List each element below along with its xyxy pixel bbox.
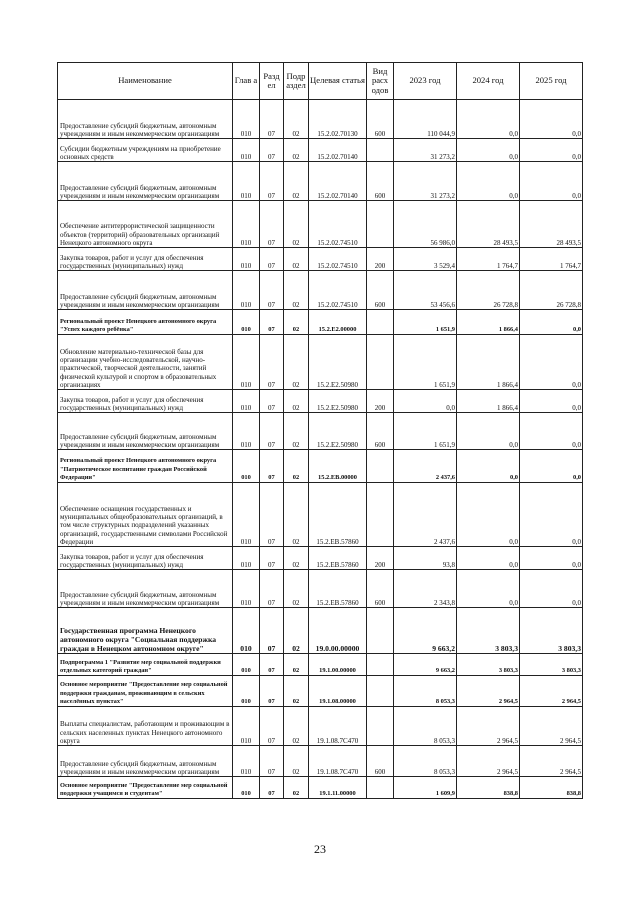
budget-table-sheet	[57, 62, 582, 799]
cell-podrazdel: 02	[284, 162, 309, 201]
cell-vid	[367, 707, 394, 746]
cell-2024: 0,0	[457, 547, 520, 570]
cell-glava: 010	[233, 707, 260, 746]
cell-2023: 8 053,3	[394, 707, 457, 746]
cell-2024: 1 764,7	[457, 248, 520, 271]
cell-name: Региональный проект Ненецкого автономного округа "Успех каждого ребёнка"	[58, 310, 233, 335]
cell-glava: 010	[233, 248, 260, 271]
table-row	[58, 570, 583, 608]
cell-name: Государственная программа Ненецкого автономного округа "Социальная поддержка граждан в Ненецком автономном округе"	[58, 608, 233, 654]
cell-2024: 0,0	[457, 413, 520, 450]
col-header-vid: Вид расх одов	[367, 63, 394, 100]
cell-target: 15.2.Е2.50980	[309, 335, 367, 390]
cell-vid	[367, 201, 394, 248]
table-row	[58, 450, 583, 483]
cell-target: 19.0.00.00000	[309, 608, 367, 654]
cell-target: 15.2.ЕВ.00000	[309, 450, 367, 483]
cell-2023: 8 053,3	[394, 746, 457, 777]
cell-2024: 0,0	[457, 483, 520, 547]
cell-2025: 2 964,5	[520, 676, 583, 707]
cell-podrazdel: 02	[284, 777, 309, 799]
cell-glava: 010	[233, 271, 260, 310]
cell-razdel: 07	[260, 570, 284, 608]
table-row	[58, 310, 583, 335]
cell-glava: 010	[233, 608, 260, 654]
cell-vid	[367, 483, 394, 547]
cell-2024: 1 866,4	[457, 335, 520, 390]
cell-vid	[367, 335, 394, 390]
table-row	[58, 335, 583, 390]
cell-glava: 010	[233, 777, 260, 799]
cell-2025: 0,0	[520, 100, 583, 139]
col-header-2023: 2023 год	[394, 63, 457, 100]
cell-2025: 2 964,5	[520, 707, 583, 746]
cell-podrazdel: 02	[284, 139, 309, 162]
cell-2024: 1 866,4	[457, 310, 520, 335]
cell-name: Основное мероприятие "Предоставление мер социальной поддержки учащимся и студентам"	[58, 777, 233, 799]
cell-2024: 838,8	[457, 777, 520, 799]
cell-2023: 110 044,9	[394, 100, 457, 139]
cell-2025: 0,0	[520, 162, 583, 201]
cell-razdel: 07	[260, 162, 284, 201]
cell-vid: 600	[367, 746, 394, 777]
cell-2025: 838,8	[520, 777, 583, 799]
table-row	[58, 201, 583, 248]
cell-podrazdel: 02	[284, 450, 309, 483]
cell-2024: 0,0	[457, 450, 520, 483]
table-row	[58, 162, 583, 201]
cell-target: 19.1.11.00000	[309, 777, 367, 799]
cell-podrazdel: 02	[284, 746, 309, 777]
cell-razdel: 07	[260, 676, 284, 707]
cell-2025: 0,0	[520, 413, 583, 450]
table-row	[58, 248, 583, 271]
cell-name: Подпрограмма 1 "Развитие мер социальной поддержки отдельных категорий граждан"	[58, 654, 233, 676]
cell-2025: 0,0	[520, 570, 583, 608]
cell-2024: 0,0	[457, 162, 520, 201]
cell-glava: 010	[233, 162, 260, 201]
cell-podrazdel: 02	[284, 201, 309, 248]
cell-razdel: 07	[260, 654, 284, 676]
cell-2025: 3 803,3	[520, 608, 583, 654]
cell-glava: 010	[233, 547, 260, 570]
cell-vid	[367, 450, 394, 483]
cell-vid: 200	[367, 547, 394, 570]
cell-razdel: 07	[260, 390, 284, 413]
cell-2025: 0,0	[520, 483, 583, 547]
cell-glava: 010	[233, 310, 260, 335]
cell-2023: 1 651,9	[394, 413, 457, 450]
cell-2024: 3 803,3	[457, 608, 520, 654]
cell-razdel: 07	[260, 310, 284, 335]
cell-2025: 3 803,3	[520, 654, 583, 676]
cell-2023: 2 437,6	[394, 450, 457, 483]
cell-target: 15.2.02.70140	[309, 162, 367, 201]
cell-glava: 010	[233, 483, 260, 547]
cell-target: 15.2.02.74510	[309, 271, 367, 310]
cell-vid	[367, 608, 394, 654]
cell-2025: 0,0	[520, 310, 583, 335]
col-header-2025: 2025 год	[520, 63, 583, 100]
cell-glava: 010	[233, 413, 260, 450]
cell-glava: 010	[233, 335, 260, 390]
cell-glava: 010	[233, 201, 260, 248]
cell-target: 19.1.00.00000	[309, 654, 367, 676]
col-header-podrazdel: Подр аздел	[284, 63, 309, 100]
cell-podrazdel: 02	[284, 707, 309, 746]
cell-2023: 9 663,2	[394, 608, 457, 654]
cell-2023: 1 651,9	[394, 335, 457, 390]
cell-vid: 200	[367, 248, 394, 271]
cell-name: Предоставление субсидий бюджетным, автономным учреждениям и иным некоммерческим организациям	[58, 413, 233, 450]
cell-2023: 56 986,0	[394, 201, 457, 248]
cell-2024: 2 964,5	[457, 746, 520, 777]
cell-name: Обеспечение антитеррористической защищенности объектов (территорий) образовательных организаций Ненецкого автономного округа	[58, 201, 233, 248]
table-row	[58, 707, 583, 746]
cell-2025: 26 728,8	[520, 271, 583, 310]
cell-2025: 1 764,7	[520, 248, 583, 271]
cell-target: 15.2.Е2.00000	[309, 310, 367, 335]
cell-2025: 0,0	[520, 390, 583, 413]
cell-2023: 3 529,4	[394, 248, 457, 271]
cell-2023: 0,0	[394, 390, 457, 413]
cell-glava: 010	[233, 450, 260, 483]
cell-target: 15.2.02.70140	[309, 139, 367, 162]
table-row	[58, 676, 583, 707]
cell-target: 15.2.02.70130	[309, 100, 367, 139]
cell-razdel: 07	[260, 100, 284, 139]
cell-target: 19.1.08.7С470	[309, 707, 367, 746]
cell-vid: 200	[367, 390, 394, 413]
cell-2023: 93,8	[394, 547, 457, 570]
cell-2024: 28 493,5	[457, 201, 520, 248]
cell-name: Закупка товаров, работ и услуг для обеспечения государственных (муниципальных) нужд	[58, 547, 233, 570]
budget-table	[57, 62, 583, 799]
cell-podrazdel: 02	[284, 248, 309, 271]
cell-2023: 1 609,9	[394, 777, 457, 799]
cell-vid: 600	[367, 162, 394, 201]
cell-razdel: 07	[260, 483, 284, 547]
cell-2025: 28 493,5	[520, 201, 583, 248]
cell-2025: 0,0	[520, 450, 583, 483]
cell-razdel: 07	[260, 139, 284, 162]
cell-podrazdel: 02	[284, 271, 309, 310]
cell-podrazdel: 02	[284, 335, 309, 390]
cell-razdel: 07	[260, 707, 284, 746]
cell-name: Предоставление субсидий бюджетным, автономным учреждениям и иным некоммерческим организациям	[58, 162, 233, 201]
table-row	[58, 413, 583, 450]
cell-podrazdel: 02	[284, 654, 309, 676]
cell-podrazdel: 02	[284, 570, 309, 608]
cell-razdel: 07	[260, 608, 284, 654]
table-row	[58, 777, 583, 799]
cell-2024: 26 728,8	[457, 271, 520, 310]
cell-glava: 010	[233, 676, 260, 707]
cell-vid: 600	[367, 570, 394, 608]
cell-name: Предоставление субсидий бюджетным, автономным учреждениям и иным некоммерческим организациям	[58, 271, 233, 310]
cell-podrazdel: 02	[284, 100, 309, 139]
cell-2023: 1 651,9	[394, 310, 457, 335]
table-header-row	[58, 63, 583, 100]
cell-name: Предоставление субсидий бюджетным, автономным учреждениям и иным некоммерческим организациям	[58, 100, 233, 139]
table-row	[58, 483, 583, 547]
cell-podrazdel: 02	[284, 390, 309, 413]
table-row	[58, 139, 583, 162]
table-row	[58, 654, 583, 676]
cell-2023: 31 273,2	[394, 139, 457, 162]
table-row	[58, 100, 583, 139]
cell-vid: 600	[367, 413, 394, 450]
cell-podrazdel: 02	[284, 547, 309, 570]
cell-name: Предоставление субсидий бюджетным, автономным учреждениям и иным некоммерческим организациям	[58, 570, 233, 608]
cell-razdel: 07	[260, 746, 284, 777]
cell-razdel: 07	[260, 201, 284, 248]
cell-glava: 010	[233, 139, 260, 162]
col-header-glava: Глав а	[233, 63, 260, 100]
cell-vid	[367, 310, 394, 335]
cell-target: 15.2.Е2.50980	[309, 413, 367, 450]
cell-vid	[367, 777, 394, 799]
cell-target: 19.1.08.00000	[309, 676, 367, 707]
table-body	[58, 100, 583, 799]
cell-razdel: 07	[260, 777, 284, 799]
cell-2023: 8 053,3	[394, 676, 457, 707]
cell-vid	[367, 139, 394, 162]
table-row	[58, 390, 583, 413]
page-number: 23	[314, 842, 326, 856]
cell-name: Субсидии бюджетным учреждениям на приобретение основных средств	[58, 139, 233, 162]
cell-razdel: 07	[260, 413, 284, 450]
cell-2024: 1 866,4	[457, 390, 520, 413]
cell-glava: 010	[233, 746, 260, 777]
cell-glava: 010	[233, 100, 260, 139]
cell-target: 15.2.02.74510	[309, 248, 367, 271]
cell-name: Региональный проект Ненецкого автономного округа "Патриотическое воспитание граждан Российской Федерации"	[58, 450, 233, 483]
cell-podrazdel: 02	[284, 483, 309, 547]
col-header-2024: 2024 год	[457, 63, 520, 100]
cell-name: Обеспечение оснащения государственных и муниципальных общеобразовательных организаций, в том числе структурных подразделений указанных организаций, государственными символами Российской Федерации	[58, 483, 233, 547]
cell-razdel: 07	[260, 248, 284, 271]
table-row	[58, 746, 583, 777]
cell-razdel: 07	[260, 450, 284, 483]
cell-2024: 2 964,5	[457, 676, 520, 707]
cell-name: Основное мероприятие "Предоставление мер социальной поддержки гражданам, проживающим в сельских населённых пунктах"	[58, 676, 233, 707]
cell-name: Выплаты специалистам, работающим и проживающим в сельских населенных пунктах Ненецкого автономного округа	[58, 707, 233, 746]
cell-2025: 2 964,5	[520, 746, 583, 777]
cell-razdel: 07	[260, 335, 284, 390]
cell-razdel: 07	[260, 547, 284, 570]
cell-2023: 31 273,2	[394, 162, 457, 201]
cell-target: 15.2.02.74510	[309, 201, 367, 248]
cell-glava: 010	[233, 390, 260, 413]
cell-2024: 2 964,5	[457, 707, 520, 746]
col-header-target: Целевая статья	[309, 63, 367, 100]
cell-2025: 0,0	[520, 139, 583, 162]
cell-target: 15.2.ЕВ.57860	[309, 570, 367, 608]
cell-podrazdel: 02	[284, 413, 309, 450]
cell-2024: 0,0	[457, 139, 520, 162]
cell-target: 15.2.ЕВ.57860	[309, 547, 367, 570]
cell-target: 19.1.08.7С470	[309, 746, 367, 777]
table-row	[58, 547, 583, 570]
cell-2023: 53 456,6	[394, 271, 457, 310]
cell-2023: 2 437,6	[394, 483, 457, 547]
cell-vid	[367, 654, 394, 676]
cell-vid	[367, 676, 394, 707]
cell-podrazdel: 02	[284, 608, 309, 654]
cell-2024: 0,0	[457, 100, 520, 139]
cell-glava: 010	[233, 570, 260, 608]
cell-target: 15.2.Е2.50980	[309, 390, 367, 413]
cell-name: Закупка товаров, работ и услуг для обеспечения государственных (муниципальных) нужд	[58, 390, 233, 413]
cell-podrazdel: 02	[284, 310, 309, 335]
cell-2025: 0,0	[520, 547, 583, 570]
cell-glava: 010	[233, 654, 260, 676]
cell-name: Обновление материально-технической базы для организации учебно-исследовательской, научно-практической, творческой деятельности, занятий физической культурой и спортом в образовательных организациях	[58, 335, 233, 390]
cell-2023: 9 663,2	[394, 654, 457, 676]
cell-name: Закупка товаров, работ и услуг для обеспечения государственных (муниципальных) нужд	[58, 248, 233, 271]
col-header-name: Наименование	[58, 63, 233, 100]
table-row	[58, 608, 583, 654]
cell-podrazdel: 02	[284, 676, 309, 707]
cell-2024: 3 803,3	[457, 654, 520, 676]
cell-target: 15.2.ЕВ.57860	[309, 483, 367, 547]
cell-razdel: 07	[260, 271, 284, 310]
cell-2025: 0,0	[520, 335, 583, 390]
col-header-razdel: Разд ел	[260, 63, 284, 100]
table-row	[58, 271, 583, 310]
cell-vid: 600	[367, 100, 394, 139]
cell-vid: 600	[367, 271, 394, 310]
cell-2024: 0,0	[457, 570, 520, 608]
cell-2023: 2 343,8	[394, 570, 457, 608]
cell-name: Предоставление субсидий бюджетным, автономным учреждениям и иным некоммерческим организациям	[58, 746, 233, 777]
